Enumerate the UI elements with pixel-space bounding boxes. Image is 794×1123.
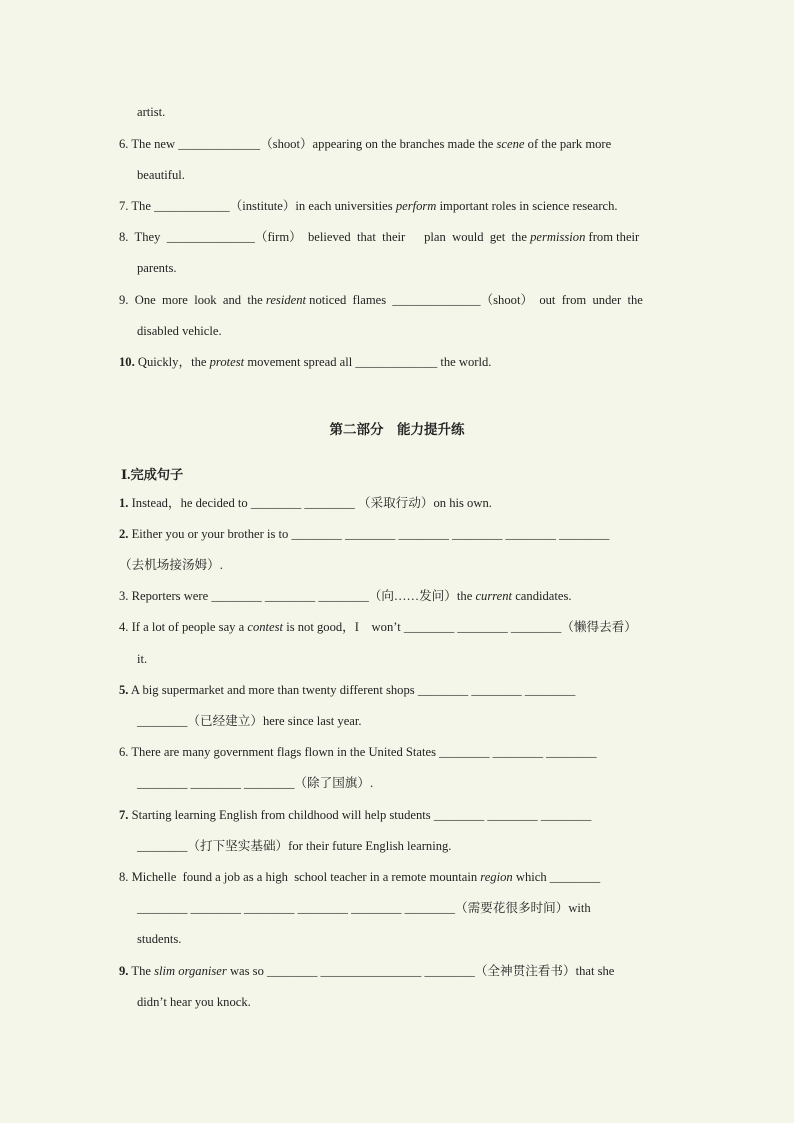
sentence-4: 4. If a lot of people say a contest is not good，I won’t ________ ________ ________（懒得去看） bbox=[119, 620, 637, 634]
sentence-3: 3. Reporters were ________ ________ ________（向……发问）the current candidates. bbox=[119, 589, 572, 603]
question-6-continuation: beautiful. bbox=[137, 168, 185, 182]
question-9: 9. One more look and the resident noticed flames ______________（shoot） out from under the bbox=[119, 293, 643, 307]
sentence-1: 1. Instead，he decided to ________ ________ （采取行动）on his own. bbox=[119, 496, 492, 510]
sentence-6: 6. There are many government flags flown in the United States ________ ________ ________ bbox=[119, 745, 597, 759]
sentence-5: 5. A big supermarket and more than twenty different shops ________ ________ ________ bbox=[119, 683, 576, 697]
sentence-2-continuation: （去机场接汤姆）. bbox=[119, 558, 223, 572]
question-8: 8. They ______________（firm） believed that their plan would get the permission from their bbox=[119, 230, 640, 244]
sentence-6-continuation: ________ ________ ________（除了国旗）. bbox=[137, 776, 374, 790]
question-10: 10. Quickly，the protest movement spread all _____________ the world. bbox=[119, 355, 492, 369]
sentence-7: 7. Starting learning English from childhood will help students ________ ________ ________ bbox=[119, 808, 592, 822]
question-7: 7. The ____________（institute）in each universities perform important roles in science research. bbox=[119, 199, 618, 213]
sentence-4-continuation: it. bbox=[137, 652, 148, 666]
sentence-8: 8. Michelle found a job as a high school teacher in a remote mountain region which ________ bbox=[119, 870, 601, 884]
sentence-2: 2. Either you or your brother is to ________ ________ ________ ________ ________ ________ bbox=[119, 527, 610, 541]
sentence-9-continuation: didn’t hear you knock. bbox=[137, 995, 251, 1009]
question-9-continuation: disabled vehicle. bbox=[137, 324, 222, 338]
sentence-9: 9. The slim organiser was so ________ ________________ ________（全神贯注看书）that she bbox=[119, 964, 615, 978]
question-8-continuation: parents. bbox=[137, 261, 177, 275]
sentence-8-continuation: ________ ________ ________ ________ ________ ________（需要花很多时间）with bbox=[137, 901, 591, 915]
sentence-7-continuation: ________（打下坚实基础）for their future English learning. bbox=[137, 839, 452, 853]
q5-continuation: artist. bbox=[137, 105, 166, 119]
part-2-title: 第二部分 能力提升练 bbox=[329, 422, 465, 437]
sentence-8-continuation-2: students. bbox=[137, 932, 182, 946]
section-title: Ⅰ.完成句子 bbox=[121, 467, 184, 482]
sentence-5-continuation: ________（已经建立）here since last year. bbox=[137, 714, 362, 728]
question-6: 6. The new _____________（shoot）appearing on the branches made the scene of the park more bbox=[119, 137, 612, 151]
